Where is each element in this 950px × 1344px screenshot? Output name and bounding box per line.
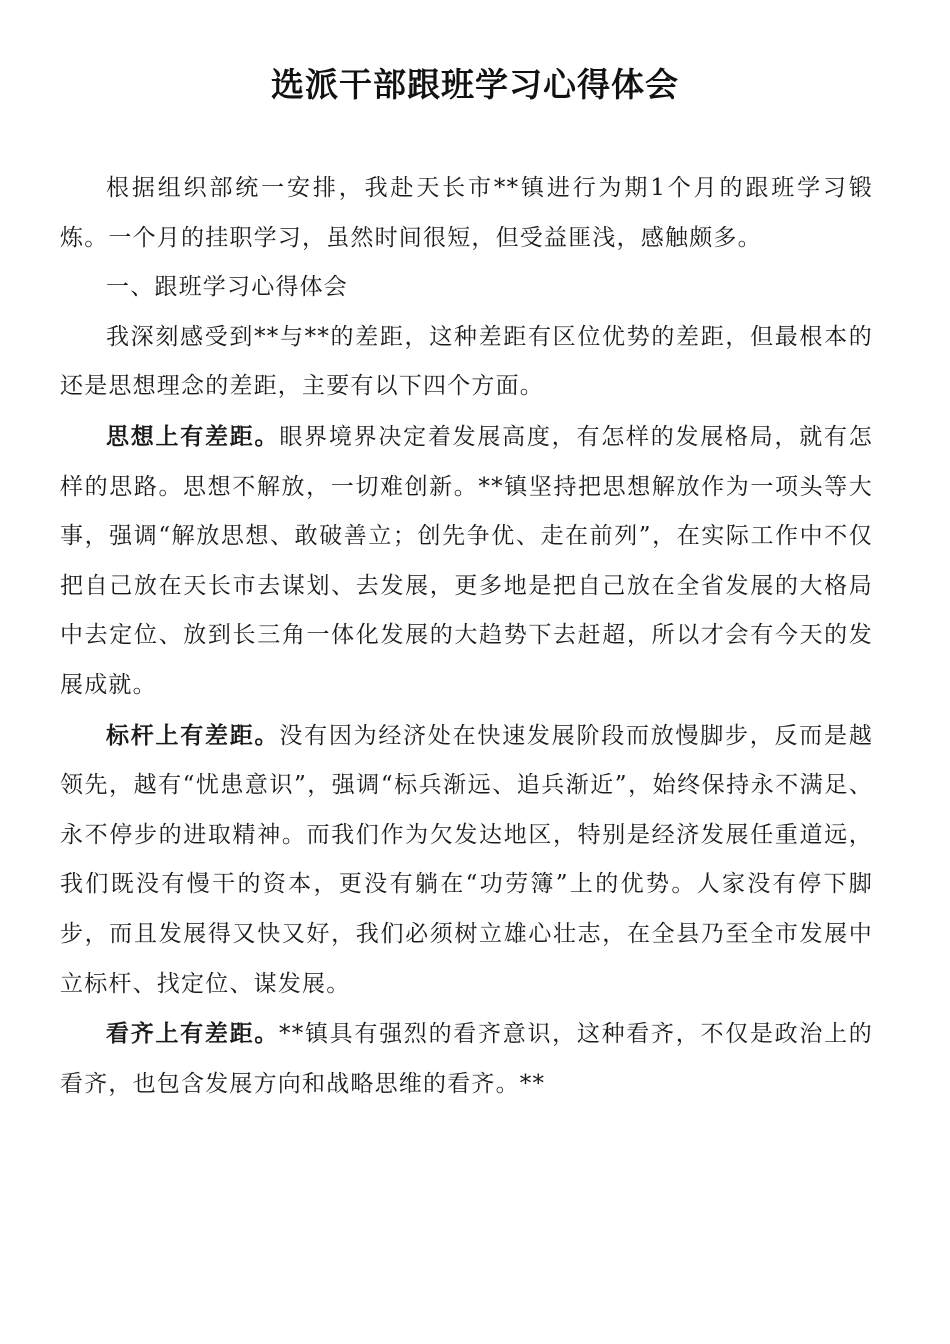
document-body xyxy=(60,164,873,1109)
point-paragraph-thinking xyxy=(60,412,873,711)
section-heading: 一、跟班学习心得体会 xyxy=(106,274,348,301)
point-paragraph-benchmark xyxy=(60,711,873,1010)
point-text: 眼界境界决定着发展高度，有怎样的发展格局，就有怎样的思路。思想不解放，一切难创新。**镇坚持把思想解放作为一项头等大事，强调“解放思想、敢破善立；创先争优、走在前列”，在实际工作中不仅把自己放在天长市去谋划、去发展，更多地是把自己放在全省发展的大格局中去定位、放到长三角一体化发展的大趋势下去赶超，所以才会有今天的发展成就。 xyxy=(60,423,873,698)
point-lead: 标杆上有差距。 xyxy=(106,721,280,749)
intro-paragraph: 根据组织部统一安排，我赴天长市**镇进行为期1个月的跟班学习锻炼。一个月的挂职学习，虽然时间很短，但受益匪浅，感触颇多。 xyxy=(60,175,873,251)
point-lead: 看齐上有差距。 xyxy=(106,1020,280,1048)
document-title: 选派干部跟班学习心得体会 xyxy=(271,65,679,104)
point-paragraph-alignment xyxy=(60,1009,873,1109)
section-intro-paragraph: 我深刻感受到**与**的差距，这种差距有区位优势的差距，但最根本的还是思想理念的差距，主要有以下四个方面。 xyxy=(60,323,873,400)
point-lead: 思想上有差距。 xyxy=(106,422,280,450)
point-text: **镇具有强烈的看齐意识，这种看齐，不仅是政治上的看齐，也包含发展方向和战略思维的看齐。** xyxy=(60,1021,874,1097)
point-text: 没有因为经济处在快速发展阶段而放慢脚步，反而是越领先，越有“忧患意识”，强调“标兵渐远、追兵渐近”，始终保持永不满足、永不停步的进取精神。而我们作为欠发达地区，特别是经济发展任重道远，我们既没有慢干的资本，更没有躺在“功劳簿”上的优势。人家没有停下脚步，而且发展得又快又好，我们必须树立雄心壮志，在全县乃至全市发展中立标杆、找定位、谋发展。 xyxy=(60,722,873,997)
